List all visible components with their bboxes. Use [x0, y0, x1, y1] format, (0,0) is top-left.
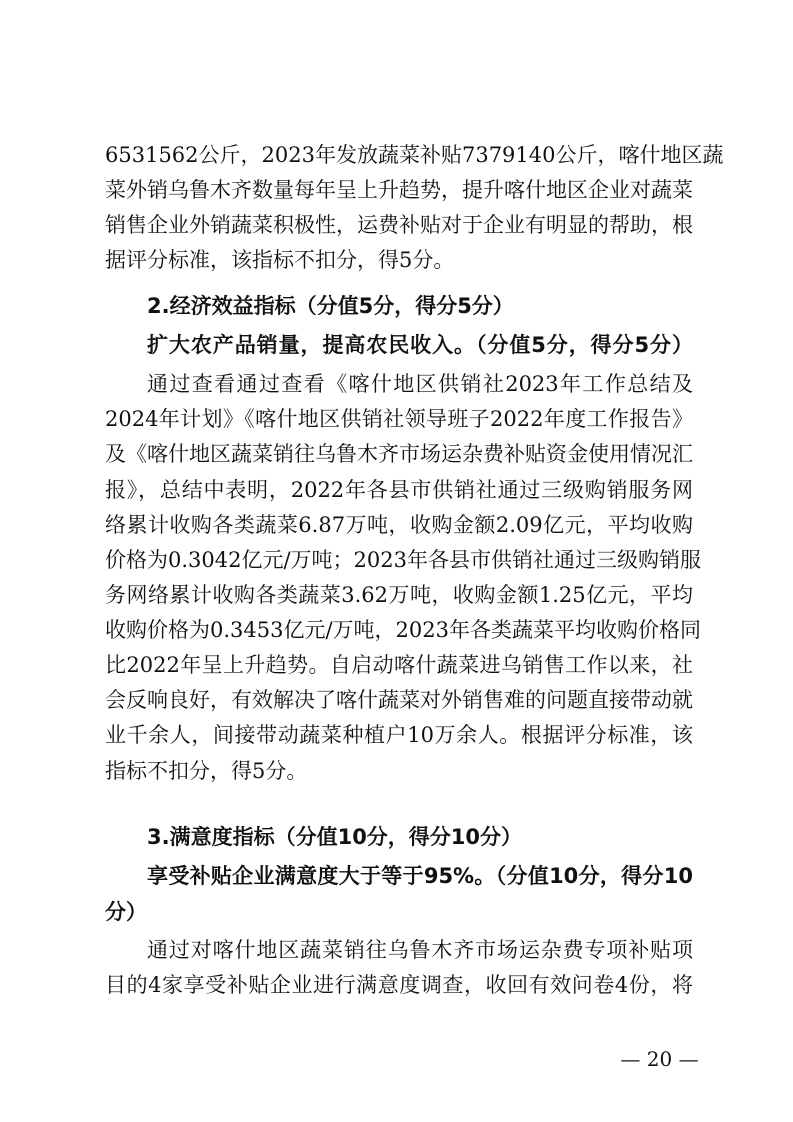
- body-text-line: 收购价格为0.3453亿元/万吨，2023年各类蔬菜平均收购价格同: [105, 618, 701, 642]
- body-text-line: 据评分标准，该指标不扣分，得5分。: [105, 248, 455, 272]
- body-text-line: 销售企业外销蔬菜积极性，运费补贴对于企业有明显的帮助，根: [105, 213, 693, 237]
- indicator-heading-continuation: 分）: [105, 900, 147, 924]
- body-text-line: 目的4家享受补贴企业进行满意度调查，收回有效问卷4份，将: [105, 973, 693, 997]
- body-text-line: 菜外销乌鲁木齐数量每年呈上升趋势，提升喀什地区企业对蔬菜: [105, 178, 693, 202]
- body-text-line: 2024年计划》《喀什地区供销社领导班子2022年度工作报告》: [105, 407, 693, 431]
- indicator-heading-satisfaction-rate: 享受补贴企业满意度大于等于95%。（分值10分，得分10: [147, 864, 693, 888]
- body-text-line: 络累计收购各类蔬菜6.87万吨，收购金额2.09亿元，平均收购: [105, 513, 693, 537]
- body-text-line: 及《喀什地区蔬菜销往乌鲁木齐市场运杂费补贴资金使用情况汇: [105, 442, 693, 466]
- body-text-line: 务网络累计收购各类蔬菜3.62万吨，收购金额1.25亿元，平均: [105, 583, 693, 607]
- body-text-line: 6531562公斤，2023年发放蔬菜补贴7379140公斤，喀什地区蔬: [105, 143, 724, 167]
- body-text-line: 比2022年呈上升趋势。自启动喀什蔬菜进乌销售工作以来，社: [105, 653, 693, 677]
- body-text-line: 会反响良好，有效解决了喀什蔬菜对外销售难的问题直接带动就: [105, 688, 693, 712]
- page-number: — 20 —: [620, 1047, 699, 1071]
- section-heading-satisfaction: 3.满意度指标（分值10分，得分10分）: [147, 825, 523, 849]
- body-text-line: 价格为0.3042亿元/万吨；2023年各县市供销社通过三级购销服: [105, 548, 701, 572]
- body-text-line: 业千余人，间接带动蔬菜种植户10万余人。根据评分标准，该: [105, 723, 693, 747]
- body-text-line: 指标不扣分，得5分。: [105, 759, 308, 783]
- body-text-line: 通过对喀什地区蔬菜销往乌鲁木齐市场运杂费专项补贴项: [147, 938, 693, 962]
- body-text-line: 报》，总结中表明，2022年各县市供销社通过三级购销服务网: [105, 478, 693, 502]
- body-text-line: 通过查看通过查看《喀什地区供销社2023年工作总结及: [147, 372, 693, 396]
- section-heading-economic-benefit: 2.经济效益指标（分值5分，得分5分）: [147, 294, 514, 318]
- indicator-heading-increase-sales: 扩大农产品销量，提高农民收入。（分值5分，得分5分）: [147, 333, 693, 357]
